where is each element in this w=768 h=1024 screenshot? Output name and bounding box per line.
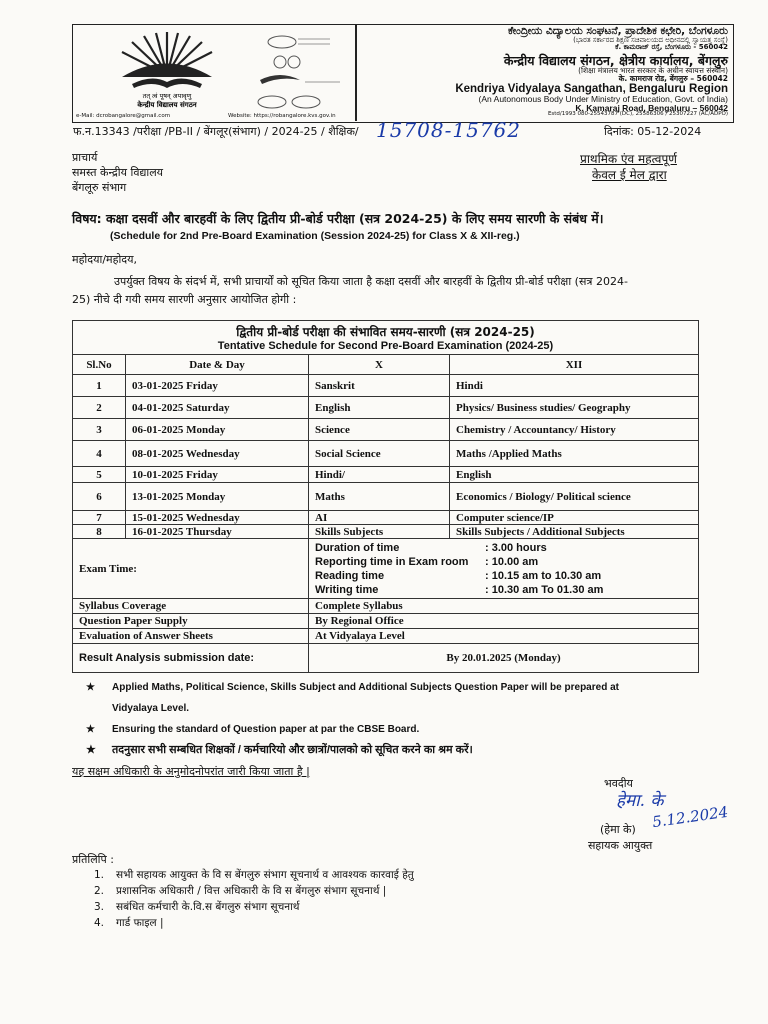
header-slno: Sl.No bbox=[73, 355, 126, 375]
cell-class-xii: Economics / Biology/ Political science bbox=[450, 483, 699, 511]
body-line1: उपर्युक्त विषय के संदर्भ में, सभी प्राचार्यों को सूचित किया जाता है कक्षा दसवीं और बारहवीं के द्वितीय प्री-बोर्ड परीक्षा (सत्र 2024- bbox=[114, 275, 628, 288]
subject-english: (Schedule for 2nd Pre-Board Examination (Session 2024-25) for Class X & XII-reg.) bbox=[110, 230, 520, 242]
logo-name: केन्द्रीय विद्यालय संगठन bbox=[137, 101, 197, 109]
note-item bbox=[86, 724, 419, 735]
letterhead-english-sub: (An Autonomous Body Under Ministry of Education, Govt. of India) bbox=[478, 93, 728, 104]
cell-class-xii: Computer science/IP bbox=[450, 511, 699, 525]
exam-time-row bbox=[315, 555, 692, 569]
star-icon: ★ bbox=[86, 744, 96, 756]
cell-slno: 7 bbox=[73, 511, 126, 525]
note-text: तदनुसार सभी सम्बधित शिक्षकों / कर्मचारियो और छात्रों/पालको को सूचित करने का श्रम करें। bbox=[112, 744, 473, 756]
copy-to-text: सबंधित कर्मचारी के.वि.स बेंगलुरु संभाग सूचनार्थ bbox=[116, 901, 300, 913]
cell-class-x: Social Science bbox=[309, 441, 450, 467]
info-label: Syllabus Coverage bbox=[73, 599, 309, 614]
subject-hindi: विषय: कक्षा दसवीं और बारहवीं के लिए द्वितीय प्री-बोर्ड परीक्षा (सत्र 2024-25) के लिए समय सारणी के संबंध में। bbox=[72, 211, 604, 226]
cell-slno: 1 bbox=[73, 375, 126, 397]
cell-date: 15-01-2025 Wednesday bbox=[126, 511, 309, 525]
cell-class-xii: Maths /Applied Maths bbox=[450, 441, 699, 467]
cell-slno: 4 bbox=[73, 441, 126, 467]
logo-motto: तत् त्वं पूषन् अपावृणु bbox=[142, 92, 192, 100]
signatory-name: (हेमा के) bbox=[600, 823, 636, 836]
exam-time-row-value: : 10.00 am bbox=[485, 555, 539, 568]
cell-class-xii: Chemistry / Accountancy/ History bbox=[450, 419, 699, 441]
priority-label: प्राथमिक एंव महत्वपूर्ण bbox=[580, 152, 677, 166]
cell-class-x: Science bbox=[309, 419, 450, 441]
letter-date: दिनांक: 05-12-2024 bbox=[604, 125, 702, 138]
table-row bbox=[73, 483, 699, 511]
exam-time-cell bbox=[309, 539, 699, 599]
letterhead-hindi-addr: के. कामराज रोड, बेंगलुरु – 560042 bbox=[618, 73, 728, 83]
table-title-english: Tentative Schedule for Second Pre-Board Examination (2024-25) bbox=[217, 340, 554, 352]
exam-time-row bbox=[315, 583, 692, 597]
cell-class-xii: Physics/ Business studies/ Geography bbox=[450, 397, 699, 419]
table-title-hindi: द्वितीय प्री-बोर्ड परीक्षा की संभावित समय-सारणी (सत्र 2024-25) bbox=[236, 325, 535, 339]
table-title-cell bbox=[73, 321, 699, 355]
exam-time-row-value: : 10.30 am To 01.30 am bbox=[485, 583, 604, 596]
copy-to-number: 4. bbox=[94, 917, 105, 929]
copy-to-label: प्रतिलिपि : bbox=[72, 853, 114, 866]
table-row bbox=[73, 441, 699, 467]
cell-class-xii: Hindi bbox=[450, 375, 699, 397]
letterhead-divider bbox=[355, 24, 357, 121]
addressee-line2: समस्त केन्द्रीय विद्यालय bbox=[72, 166, 164, 179]
copy-to-text: गार्ड फाइल | bbox=[116, 917, 164, 929]
exam-time-row-value: : 10.15 am to 10.30 am bbox=[485, 569, 602, 582]
copy-to-number: 3. bbox=[94, 901, 105, 913]
cell-date: 16-01-2025 Thursday bbox=[126, 525, 309, 539]
handwritten-signature: हेमा. के bbox=[616, 791, 664, 811]
handwritten-dispatch-number: 15708-15762 bbox=[376, 118, 522, 142]
info-value: By Regional Office bbox=[309, 614, 699, 629]
cell-date: 06-01-2025 Monday bbox=[126, 419, 309, 441]
cell-class-xii: English bbox=[450, 467, 699, 483]
note-item bbox=[86, 703, 189, 714]
table-row bbox=[73, 525, 699, 539]
cell-slno: 2 bbox=[73, 397, 126, 419]
cell-class-x: Maths bbox=[309, 483, 450, 511]
copy-to-number: 2. bbox=[94, 885, 105, 897]
copy-to-item bbox=[94, 884, 386, 898]
campaign-logos-icon bbox=[250, 30, 350, 112]
cell-slno: 8 bbox=[73, 525, 126, 539]
result-label: Result Analysis submission date: bbox=[73, 644, 309, 673]
letterhead-phone: Estd/1993 080-25543787 (DC), 25586306 / 25307227 (AC/ADPO) bbox=[547, 111, 728, 118]
note-text: Vidyalaya Level. bbox=[112, 703, 190, 714]
letterhead-text bbox=[362, 26, 728, 118]
cell-class-x: Sanskrit bbox=[309, 375, 450, 397]
cell-class-x: Hindi/ bbox=[309, 467, 450, 483]
issued-statement: यह सक्षम अधिकारी के अनुमोदनोपरांत जारी किया जाता है | bbox=[72, 765, 310, 778]
copy-to-text: सभी सहायक आयुक्त के वि स बेंगलुरु संभाग सूचनार्थ व आवश्यक कारवाई हेतु bbox=[116, 869, 414, 881]
copy-to-item bbox=[94, 868, 414, 882]
info-value: At Vidyalaya Level bbox=[309, 629, 699, 644]
info-label: Question Paper Supply bbox=[73, 614, 309, 629]
letterhead-kannada-sub: (ಭಾರತ ಸರ್ಕಾರದ ಶಿಕ್ಷಣ ಸಚಿವಾಲಯದ ಅಧೀನದಲ್ಲಿ ಸ್ವಾಯತ್ತ ಸಂಸ್ಥೆ) bbox=[573, 36, 728, 45]
greeting: महोदया/महोदय, bbox=[72, 253, 138, 266]
addressee-line3: बेंगलूरु संभाग bbox=[72, 181, 127, 194]
handwritten-sign-date: 5.12.2024 bbox=[651, 802, 730, 832]
exam-time-row bbox=[315, 541, 692, 555]
exam-time-row-label: Writing time bbox=[315, 583, 379, 596]
cell-class-xii: Skills Subjects / Additional Subjects bbox=[450, 525, 699, 539]
letterhead-kannada-name: ಕೇಂದ್ರೀಯ ವಿದ್ಯಾಲಯ ಸಂಘಟನೆ, ಪ್ರಾದೇಶಿಕ ಕಛೇರಿ, ಬೆಂಗಳೂರು bbox=[508, 25, 728, 37]
cell-date: 13-01-2025 Monday bbox=[126, 483, 309, 511]
star-icon: ★ bbox=[86, 724, 95, 735]
delivery-mode-label: केवल ई मेल द्वारा bbox=[592, 168, 667, 182]
schedule-table bbox=[72, 320, 699, 673]
body-line2: 25) नीचे दी गयी समय सारणी अनुसार आयोजित होगी : bbox=[72, 293, 297, 306]
letterhead-english-name: Kendriya Vidyalaya Sangathan, Bengaluru Region bbox=[455, 82, 728, 95]
info-value: Complete Syllabus bbox=[309, 599, 699, 614]
copy-to-number: 1. bbox=[94, 869, 105, 881]
letterhead-kannada-addr: ಕೆ. ಕಾಮರಾಜ್ ರಸ್ತೆ, ಬೆಂಗಳೂರು - 560042 bbox=[615, 43, 728, 52]
letterhead-website: Website: https://robangalore.kvs.gov.in bbox=[228, 113, 336, 119]
cell-slno: 6 bbox=[73, 483, 126, 511]
copy-to-item bbox=[94, 916, 164, 930]
exam-time-row-label: Reporting time in Exam room bbox=[315, 555, 469, 568]
exam-time-row-label: Duration of time bbox=[315, 541, 400, 554]
exam-time-row bbox=[315, 569, 692, 583]
exam-time-row-label: Reading time bbox=[315, 569, 385, 582]
header-class-xii: XII bbox=[450, 355, 699, 375]
yours-faithfully: भवदीय bbox=[604, 777, 633, 790]
letterhead-hindi-name: केन्द्रीय विद्यालय संगठन, क्षेत्रीय कार्यालय, बेंगलुरु bbox=[503, 52, 728, 68]
cell-date: 10-01-2025 Friday bbox=[126, 467, 309, 483]
table-row bbox=[73, 419, 699, 441]
letterhead-english-addr: K. Kamaraj Road, Bengaluru – 560042 bbox=[575, 102, 728, 113]
note-text: Applied Maths, Political Science, Skills Subject and Additional Subjects Question Paper will be prepared at bbox=[112, 682, 619, 693]
cell-class-x: English bbox=[309, 397, 450, 419]
table-row bbox=[73, 467, 699, 483]
cell-class-x: AI bbox=[309, 511, 450, 525]
exam-time-row-value: : 3.00 hours bbox=[485, 541, 547, 554]
note-text: Ensuring the standard of Question paper at par the CBSE Board. bbox=[112, 724, 420, 735]
file-number: फ.न.13343 /परीक्षा /PB-II / बेंगलूर(संभाग) / 2024-25 / शैक्षिक/ bbox=[73, 125, 359, 138]
addressee-line1: प्राचार्य bbox=[72, 151, 98, 164]
copy-to-item bbox=[94, 900, 300, 914]
header-class-x: X bbox=[309, 355, 450, 375]
copy-to-text: प्रशासनिक अधिकारी / वित्त अधिकारी के वि स बेंगलुरु संभाग सूचनार्थ | bbox=[116, 885, 387, 897]
cell-date: 08-01-2025 Wednesday bbox=[126, 441, 309, 467]
cell-slno: 5 bbox=[73, 467, 126, 483]
note-item bbox=[86, 682, 619, 693]
exam-time-label: Exam Time: bbox=[73, 539, 309, 599]
cell-slno: 3 bbox=[73, 419, 126, 441]
note-item bbox=[86, 742, 473, 757]
letterhead-hindi-sub: (शिक्षा मंत्रालय भारत सरकार के अधीन स्वायत्त संस्थान) bbox=[578, 65, 728, 75]
star-icon: ★ bbox=[86, 682, 95, 693]
table-row bbox=[73, 511, 699, 525]
kvs-logo-icon bbox=[92, 30, 242, 110]
table-row bbox=[73, 397, 699, 419]
letterhead-email: e-Mail: dcrobangalore@gmail.com bbox=[76, 113, 171, 119]
header-date: Date & Day bbox=[126, 355, 309, 375]
result-value: By 20.01.2025 (Monday) bbox=[309, 644, 699, 673]
info-label: Evaluation of Answer Sheets bbox=[73, 629, 309, 644]
cell-date: 04-01-2025 Saturday bbox=[126, 397, 309, 419]
signatory-designation: सहायक आयुक्त bbox=[588, 839, 653, 852]
cell-date: 03-01-2025 Friday bbox=[126, 375, 309, 397]
table-row bbox=[73, 375, 699, 397]
cell-class-x: Skills Subjects bbox=[309, 525, 450, 539]
